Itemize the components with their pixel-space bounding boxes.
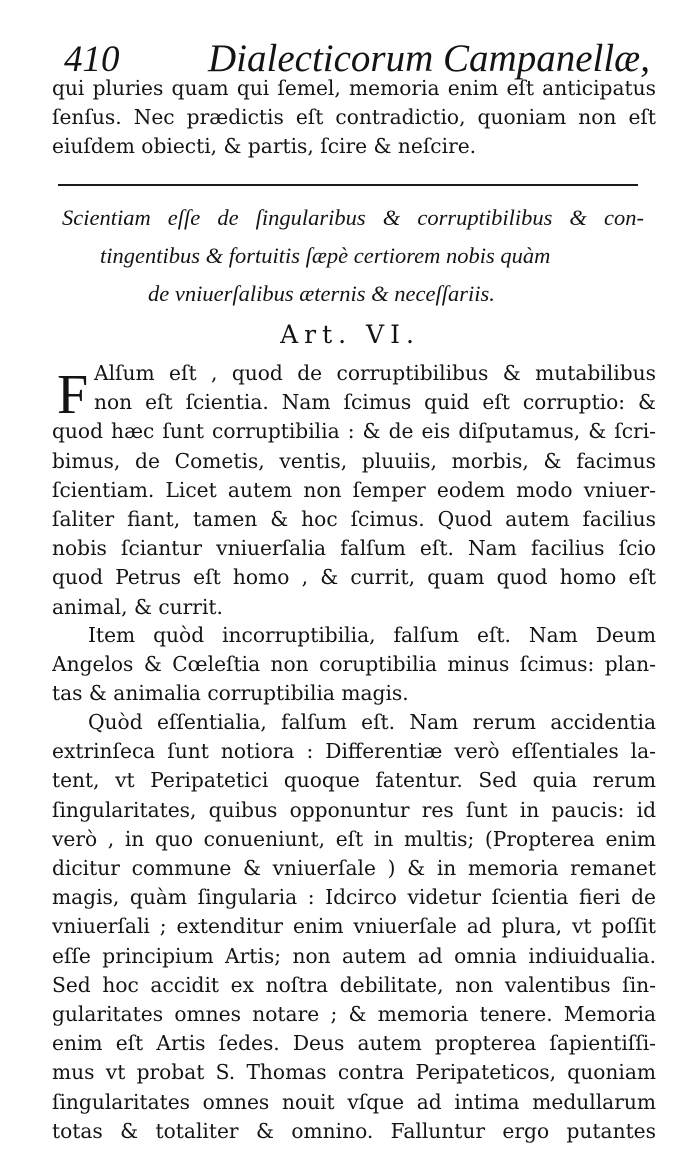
text-line: mus vt probat S. Thomas contra Peripateticos, quoniam: [52, 1060, 656, 1085]
paragraph-1: [52, 359, 656, 622]
text-line: ſcientiam. Licet autem non ſemper eodem modo vniuer-: [52, 477, 656, 502]
text-line: non eſt ſcientia. Nam ſcimus quid eſt corruptio: &: [94, 390, 656, 415]
text-line: verò , in quo conueniunt, eſt in multis; (Propterea enim: [52, 826, 656, 851]
text-line: gularitates omnes notare ; & memoria tenere. Memoria: [52, 1002, 656, 1027]
text-line: Alſum eſt , quod de corruptibilibus & mutabilibus: [94, 361, 656, 385]
paragraph-2: [52, 621, 656, 709]
text-line: vniuerſali ; extenditur enim vniuerſale ad plura, vt poſſit: [52, 914, 656, 939]
text-line: qui pluries quam qui ſemel, memoria enim eſt anticipatus: [52, 76, 656, 100]
text-line: Item quòd incorruptibilia, falſum eſt. Nam Deum: [88, 623, 656, 647]
text-line: ſenſus. Nec prædictis eſt contradictio, quoniam non eſt: [52, 105, 656, 130]
text-line: Angelos & Cœleſtia non coruptibilia minus ſcimus: plan-: [52, 652, 656, 677]
text-line: totas & totaliter & omnino. Falluntur ergo putantes: [52, 1118, 656, 1143]
section-heading: [62, 199, 644, 313]
text-line: ſingularitates, quibus opponuntur res ſunt in paucis: id: [52, 797, 656, 822]
text-line: Sed hoc accidit ex noſtra debilitate, non valentibus ſin-: [52, 972, 656, 997]
text-line: eſſe principium Artis; non autem ad omnia indiuidualia.: [52, 943, 656, 968]
text-line: bimus, de Cometis, ventis, pluuiis, morbis, & facimus: [52, 448, 656, 473]
text-line: ſaliter fiant, tamen & hoc ſcimus. Quod autem facilius: [52, 507, 656, 532]
heading-line: de vniuerſalibus æternis & neceſſariis.: [148, 281, 495, 306]
drop-cap: F: [57, 364, 89, 426]
paragraph-3: [52, 708, 656, 1146]
text-line: tent, vt Peripatetici quoque fatentur. Sed quia rerum: [52, 768, 656, 793]
text-line: extrinſeca ſunt notiora : Differentiæ verò eſſentiales la-: [52, 739, 656, 764]
section-rule: [58, 184, 638, 186]
heading-line: tingentibus & fortuitis ſæpè certiorem nobis quàm: [100, 243, 551, 268]
text-line: animal, & currit.: [52, 594, 223, 619]
running-title: Dialecticorum Campanellæ,: [208, 37, 650, 80]
text-line: quod Petrus eſt homo , & currit, quam quod homo eſt: [52, 565, 656, 590]
text-line: magis, quàm ſingularia : Idcirco videtur ſcientia fieri de: [52, 885, 656, 910]
text-line: eiuſdem obiecti, & partis, ſcire & neſcire.: [52, 134, 477, 159]
article-number: Art. VI.: [280, 320, 420, 349]
heading-line: Scientiam eſſe de ſingularibus & corruptibilibus & con-: [62, 205, 644, 230]
continuation-text: [52, 74, 656, 162]
text-line: quod hæc ſunt corruptibilia : & de eis diſputamus, & ſcri-: [52, 419, 656, 444]
page-number: 410: [64, 39, 120, 80]
text-line: nobis ſciantur vniuerſalia falſum eſt. Nam facilius ſcio: [52, 536, 656, 561]
text-line: Quòd eſſentialia, falſum eſt. Nam rerum accidentia: [88, 710, 656, 734]
text-line: dicitur commune & vniuerſale ) & in memoria remanet: [52, 856, 656, 881]
text-line: enim eſt Artis ſedes. Deus autem propterea ſapientiſſi-: [52, 1031, 656, 1056]
text-line: ſingularitates omnes nouit vſque ad intima medullarum: [52, 1089, 656, 1114]
text-line: tas & animalia corruptibilia magis.: [52, 681, 409, 706]
